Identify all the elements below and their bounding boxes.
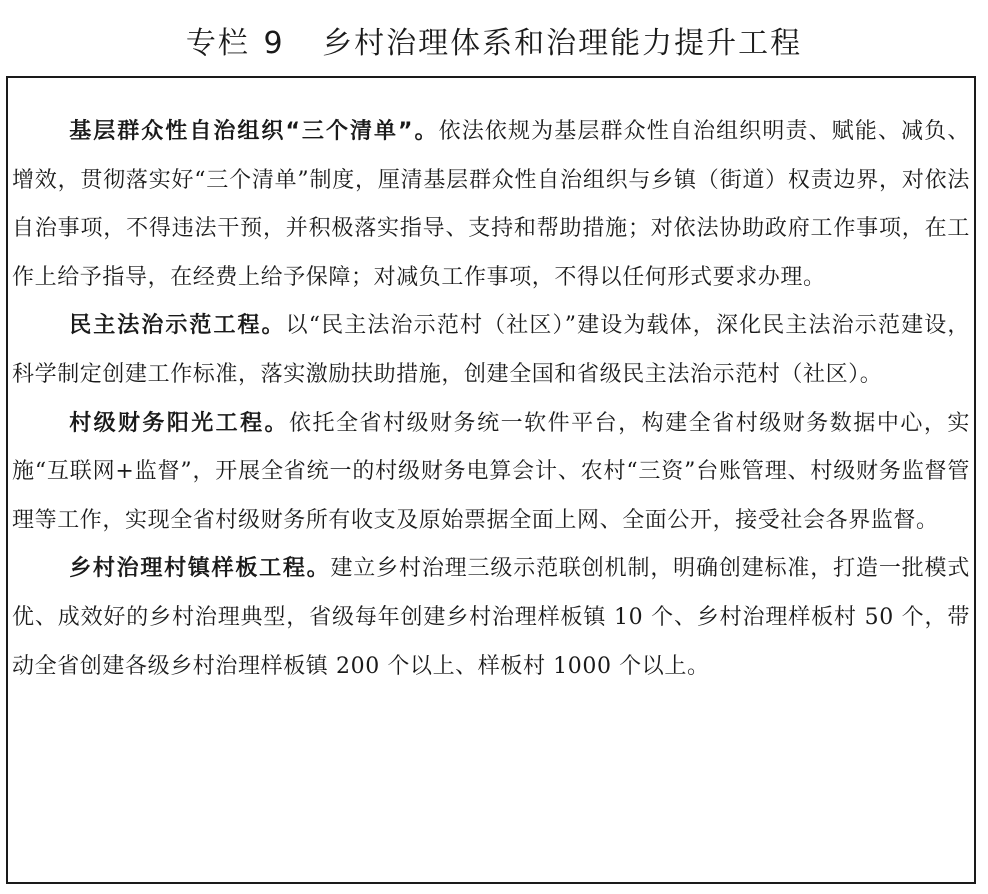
paragraph-lead: 基层群众性自治组织“三个清单”。 [69, 119, 439, 144]
column-title: 乡村治理体系和治理能力提升工程 [322, 26, 803, 61]
page-title [0, 18, 988, 62]
paragraph-body: 以“民主法治示范村（社区）”建设为载体，深化民主法治示范建设，科学制定创建工作标准，落实激励扶助措施，创建全国和省级民主法治示范村（社区）。 [12, 313, 970, 387]
paragraph-model-village-town [12, 545, 970, 691]
column-content [12, 108, 970, 691]
paragraph-village-finance [12, 400, 970, 546]
paragraph-lead: 村级财务阳光工程。 [69, 410, 289, 436]
paragraph-democracy-rule-of-law [12, 302, 970, 399]
paragraph-three-lists [12, 108, 970, 302]
paragraph-body: 依法依规为基层群众性自治组织明责、赋能、减负、增效，贯彻落实好“三个清单”制度，厘清基层群众性自治组织与乡镇（街道）权责边界，对依法自治事项，不得违法干预，并积极落实指导、支持和帮助措施；对依法协助政府工作事项，在工作上给予指导，在经费上给予保障；对减负工作事项，不得以任何形式要求办理。 [12, 119, 970, 290]
column-label: 专栏 [185, 26, 250, 61]
column-number: 9 [263, 26, 285, 61]
paragraph-lead: 民主法治示范工程。 [69, 313, 286, 339]
paragraph-lead: 乡村治理村镇样板工程。 [69, 556, 331, 582]
paragraph-body: 建立乡村治理三级示范联创机制，明确创建标准，打造一批模式优、成效好的乡村治理典型，省级每年创建乡村治理样板镇 10 个、乡村治理样板村 50 个，带动全省创建各级乡村治理样板镇 200 个以上、样板村 1000 个以上。 [12, 556, 970, 679]
paragraph-body: 依托全省村级财务统一软件平台，构建全省村级财务数据中心，实施“互联网+监督”，开展全省统一的村级财务电算会计、农村“三资”台账管理、村级财务监督管理等工作，实现全省村级财务所有收支及原始票据全面上网、全面公开，接受社会各界监督。 [12, 410, 970, 533]
